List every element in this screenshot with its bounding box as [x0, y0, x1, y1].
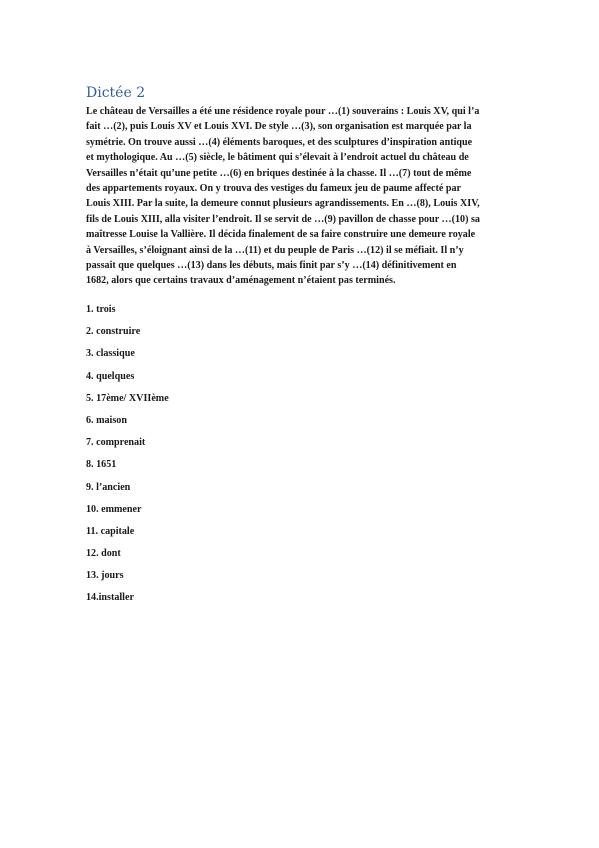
- passage-line: symétrie. On trouve aussi …(4) éléments baroques, et des sculptures d’inspiration antique: [86, 136, 473, 148]
- answer-item: 7. comprenait: [86, 437, 146, 449]
- answer-item: 1. trois: [86, 304, 116, 315]
- answer-item: 13. jours: [86, 570, 124, 582]
- answer-item: 2. construire: [86, 326, 141, 338]
- passage-line: à Versailles, s’éloignant ainsi de la …(11) et du peuple de Paris …(12) il se méfiait. Il n’y: [86, 244, 464, 256]
- passage-line: fait …(2), puis Louis XV et Louis XVI. De style …(3), son organisation est marquée par la: [86, 121, 472, 133]
- answer-item: 14.installer: [86, 592, 134, 604]
- answer-item: 5. 17ème/ XVIIème: [86, 392, 169, 404]
- passage-line: passait que quelques …(13) dans les débuts, mais finit par s’y …(14) définitivement en: [86, 260, 457, 272]
- answer-item: 10. emmener: [86, 503, 142, 515]
- answer-list: [86, 302, 169, 613]
- answer-item: 12. dont: [86, 548, 121, 560]
- passage-line: et mythologique. Au …(5) siècle, le bâtiment qui s’élevait à l’endroit actuel du château de: [86, 152, 469, 164]
- passage-line: maîtresse Louise la Vallière. Il décida finalement de sa faire construire une demeure royale: [86, 229, 476, 241]
- answer-item: 11. capitale: [86, 525, 135, 537]
- passage-line: 1682, alors que certains travaux d’aménagement n’étaient pas terminés.: [86, 275, 396, 287]
- answer-item: 8. 1651: [86, 459, 117, 471]
- passage-line: Versailles n’était qu’une petite …(6) en briques destinée à la chasse. Il …(7) tout de même: [86, 167, 472, 179]
- answer-item: 4. quelques: [86, 370, 135, 382]
- passage-line: fils de Louis XIII, alla visiter l’endroit. Il se servit de …(9) pavillon de chasse pour …(10) sa: [86, 213, 480, 225]
- dictation-passage: [86, 104, 520, 289]
- passage-line: Louis XIII. Par la suite, la demeure connut plusieurs agrandissements. En …(8), Louis XIV,: [86, 198, 480, 210]
- passage-line: des appartements royaux. On y trouva des vestiges du fameux jeu de paume affecté par: [86, 183, 462, 195]
- answer-item: 9. l’ancien: [86, 481, 131, 493]
- answer-item: 3. classique: [86, 348, 135, 360]
- answer-item: 6. maison: [86, 414, 127, 426]
- passage-line: Le château de Versailles a été une résidence royale pour …(1) souverains : Louis XV, qui l’a: [86, 106, 480, 117]
- page-title: Dictée 2: [86, 85, 146, 101]
